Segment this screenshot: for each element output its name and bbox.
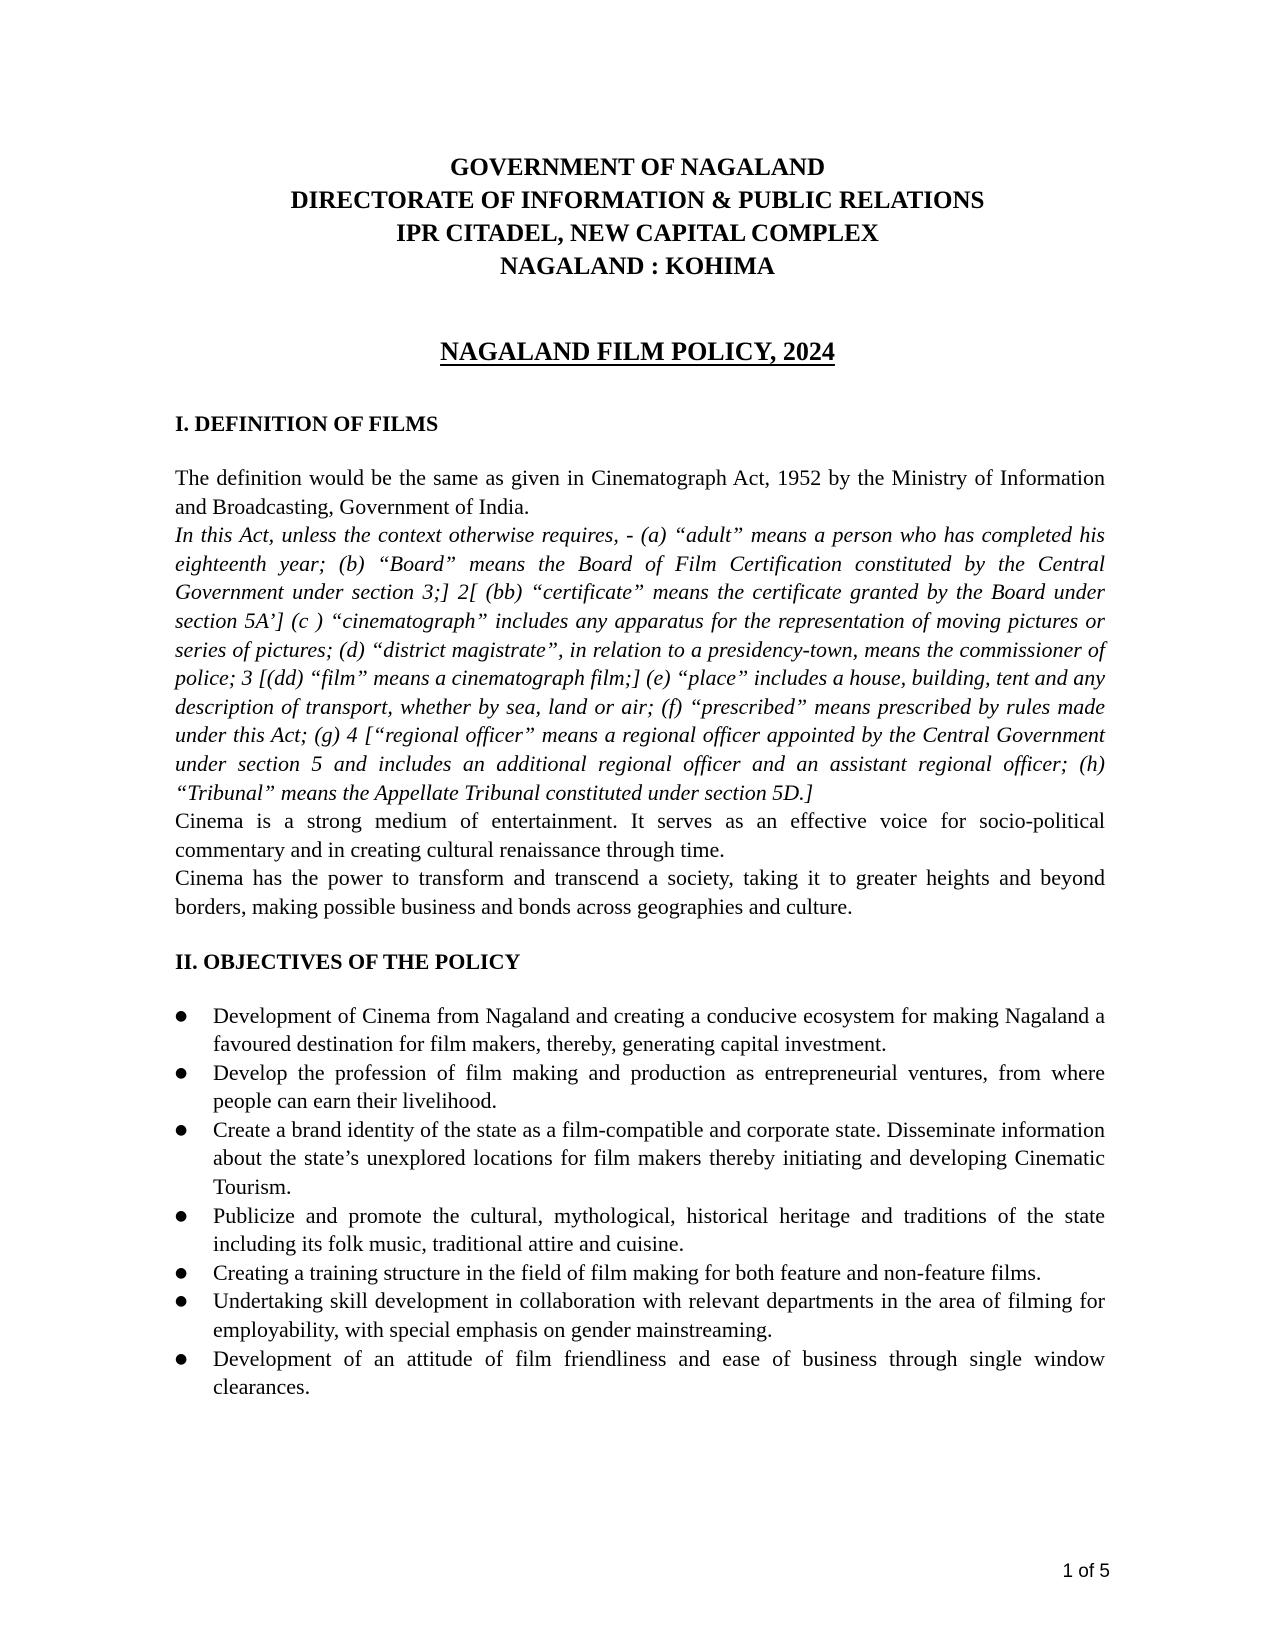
objective-text: Develop the profession of film making and production as entrepreneurial ventures, from where people can earn their livelihood. [213, 1059, 1105, 1114]
bullet-icon: ● [175, 1007, 188, 1024]
section-heading-definition: I. DEFINITION OF FILMS [175, 411, 439, 436]
list-item [175, 1345, 1105, 1402]
bullet-icon: ● [175, 1350, 188, 1367]
list-item [175, 1116, 1105, 1202]
objective-text: Creating a training structure in the field of film making for both feature and non-feature films. [213, 1259, 1042, 1285]
section-heading-objectives: II. OBJECTIVES OF THE POLICY [175, 948, 521, 974]
letterhead-line-government: GOVERNMENT OF NAGALAND [449, 154, 825, 181]
document-body [175, 410, 1105, 1402]
list-item [175, 1059, 1105, 1116]
objective-text: Publicize and promote the cultural, mythological, historical heritage and traditions of the state including its folk music, traditional attire and cuisine. [213, 1202, 1105, 1257]
list-item [175, 1202, 1105, 1259]
letterhead-line-city: NAGALAND : KOHIMA [500, 253, 775, 280]
letterhead-line-directorate: DIRECTORATE OF INFORMATION & PUBLIC RELATIONS [290, 187, 985, 214]
bullet-icon: ● [175, 1264, 188, 1281]
cinema-power-paragraph: Cinema has the power to transform and transcend a society, taking it to greater heights and beyond borders, making possible business and bonds across geographies and culture. [175, 865, 1105, 919]
definition-paragraph: The definition would be the same as given in Cinematograph Act, 1952 by the Ministry of Information and Broadcasting, Government of India. [175, 465, 1105, 519]
objective-text: Development of an attitude of film friendliness and ease of business through single window clearances. [213, 1345, 1105, 1400]
cinema-medium-paragraph: Cinema is a strong medium of entertainment. It serves as an effective voice for socio-political commentary and in creating cultural renaissance through time. [175, 808, 1105, 862]
bullet-icon: ● [175, 1121, 188, 1138]
bullet-icon: ● [175, 1293, 188, 1310]
list-item [175, 1287, 1105, 1344]
objective-text: Undertaking skill development in collaboration with relevant departments in the area of filming for employability, with special emphasis on gender mainstreaming. [213, 1288, 1105, 1343]
letterhead [0, 151, 1275, 283]
objectives-list [175, 1002, 1105, 1402]
bullet-icon: ● [175, 1207, 188, 1224]
letterhead-line-address: IPR CITADEL, NEW CAPITAL COMPLEX [396, 220, 879, 247]
list-item [175, 1259, 1105, 1288]
bullet-icon: ● [175, 1064, 188, 1081]
objective-text: Create a brand identity of the state as a film-compatible and corporate state. Disseminate information about the state’s unexplored locations for film makers thereby initiating and developing Cinematic Tourism. [213, 1116, 1105, 1200]
page-number: 1 of 5 [1062, 1561, 1110, 1582]
document-title: NAGALAND FILM POLICY, 2024 [440, 337, 835, 366]
list-item [175, 1002, 1105, 1059]
act-definitions-paragraph: In this Act, unless the context otherwise requires, - (a) “adult” means a person who has completed his eighteenth year; (b) “Board” means the Board of Film Certification constituted by the Central Government under section 3;] 2[ (bb) “certificate” means the certificate granted by the Board under section 5A’] (c ) “cinematograph” includes any apparatus for the representation of moving pictures or series of pictures; (d) “district magistrate”, in relation to a presidency-town, means the commissioner of police; 3 [(dd) “film” means a cinematograph film;] (e) “place” includes a house, building, tent and any description of transport, whether by sea, land or air; (f) “prescribed” means prescribed by rules made under this Act; (g) 4 [“regional officer” means a regional officer appointed by the Central Government under section 5 and includes an additional regional officer and an assistant regional officer; (h) “Tribunal” means the Appellate Tribunal constituted under section 5D.] [175, 522, 1105, 805]
objective-text: Development of Cinema from Nagaland and creating a conducive ecosystem for making Nagaland a favoured destination for film makers, thereby, generating capital investment. [213, 1002, 1105, 1057]
